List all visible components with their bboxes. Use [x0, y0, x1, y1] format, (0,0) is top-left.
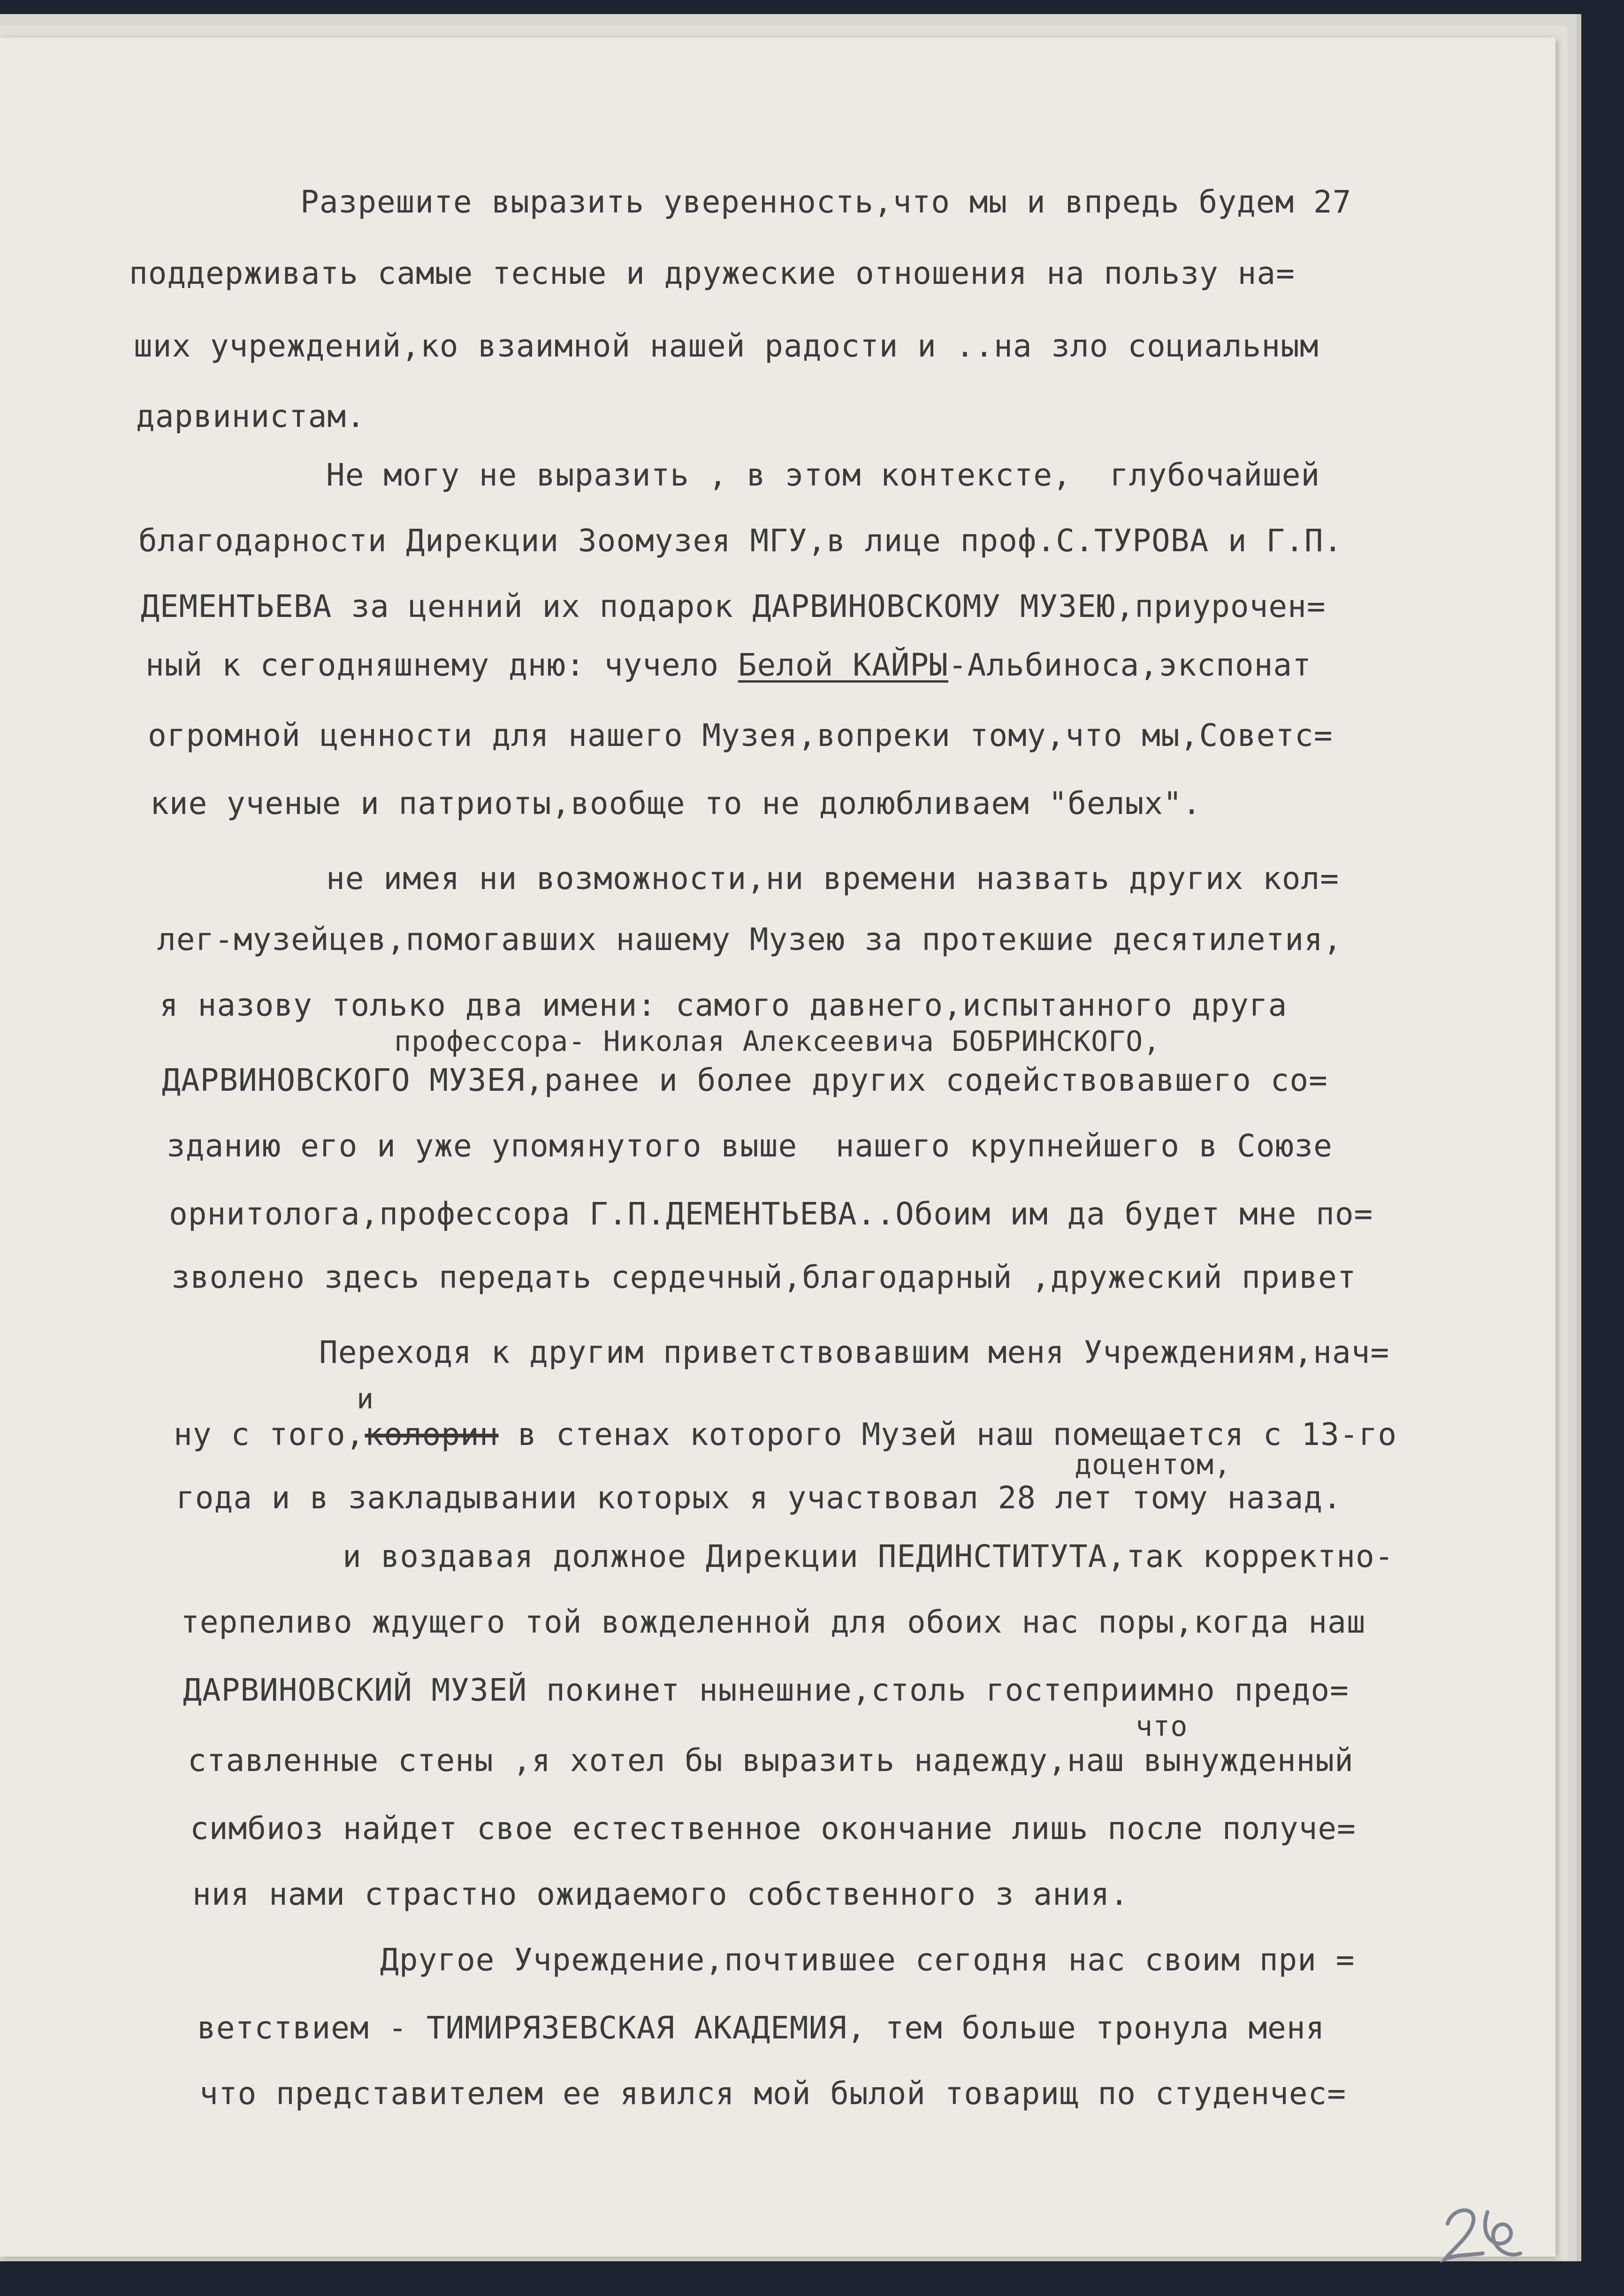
- text-line-8-end: -Альбиноса,экспонат: [948, 647, 1311, 683]
- text-line-29: что представителем ее явился мой былой товарищ по студенчес=: [199, 2076, 1347, 2112]
- text-line-18: Переходя к другим приветствовавшим меня Учреждениям,нач=: [319, 1334, 1390, 1370]
- text-line-19: [174, 1416, 1397, 1452]
- text-line-4: дарвинистам.: [136, 398, 366, 434]
- text-line-19-end: в стенах которого Музей наш помещается с 13-го: [498, 1416, 1397, 1452]
- text-line-28: ветствием - ТИМИРЯЗЕВСКАЯ АКАДЕМИЯ, тем больше тронула меня: [197, 2010, 1325, 2046]
- text-line-19-start: ну с того,: [174, 1416, 365, 1452]
- text-line-15: зданию его и уже упомянутого выше нашего крупнейшего в Союзе: [167, 1128, 1333, 1164]
- inserted-word-chto: что: [1136, 1710, 1188, 1743]
- text-line-20: года и в закладывании которых я участвовал 28 лет тому назад.: [176, 1480, 1342, 1516]
- text-line-22: терпеливо ждущего той вожделенной для обоих нас поры,когда наш: [181, 1604, 1366, 1640]
- text-line-14: ДАРВИНОВСКОГО МУЗЕЯ,ранее и более других содействовавшего со=: [162, 1062, 1328, 1098]
- struck-out-word: колорин: [365, 1416, 499, 1452]
- text-line-2: поддерживать самые тесные и дружеские отношения на пользу на=: [129, 255, 1295, 291]
- inserted-word-docent: доцентом,: [1075, 1448, 1232, 1481]
- text-line-9: огромной ценности для нашего Музея,вопреки тому,что мы,Советс=: [148, 717, 1333, 753]
- inserted-line-professor: профессора- Николая Алексеевича БОБРИНСКОГО,: [394, 1025, 1161, 1058]
- handwritten-page-number: [1438, 2198, 1527, 2268]
- underlined-bird-name: Белой КАЙРЫ: [738, 647, 948, 683]
- text-line-26: ния нами страстно ожидаемого собственного з ания.: [192, 1876, 1129, 1912]
- text-line-17: зволено здесь передать сердечный,благодарный ,дружеский привет: [171, 1259, 1357, 1295]
- typed-page: [0, 38, 1555, 2257]
- text-line-24: ставленные стены ,я хотел бы выразить надежду,наш вынужденный: [188, 1742, 1354, 1779]
- text-line-16: орнитолога,профессора Г.П.ДЕМЕНТЬЕВА..Обоим им да будет мне по=: [169, 1196, 1373, 1232]
- text-line-10: кие ученые и патриоты,вообще то не долюбливаем "белых".: [150, 785, 1202, 821]
- text-line-5: Не могу не выразить , в этом контексте, глубочайшей: [326, 457, 1320, 493]
- text-line-3: ших учреждений,ко взаимной нашей радости и ..на зло социальным: [134, 328, 1319, 364]
- text-line-6: благодарности Дирекции Зоомузея МГУ,в лице проф.С.ТУРОВА и Г.П.: [138, 523, 1343, 559]
- text-line-23: ДАРВИНОВСКИЙ МУЗЕЙ покинет нынешние,столь гостеприимно предо=: [183, 1672, 1349, 1708]
- text-line-12: лег-музейцев,помогавших нашему Музею за протекшие десятилетия,: [157, 921, 1342, 958]
- text-line-13: я назову только два имени: самого давнего,испытанного друга: [160, 987, 1288, 1023]
- text-line-1: Разрешите выразить уверенность,что мы и впредь будем 27: [300, 184, 1352, 220]
- text-line-8-start: ный к сегодняшнему дню: чучело: [145, 647, 738, 683]
- text-line-25: симбиоз найдет свое естественное окончание лишь после получе=: [190, 1810, 1356, 1847]
- inserted-letter-i: и: [357, 1383, 374, 1415]
- text-line-7: ДЕМЕНТЬЕВА за ценний их подарок ДАРВИНОВСКОМУ МУЗЕЮ,приурочен=: [141, 588, 1326, 624]
- text-line-11: не имея ни возможности,ни времени назвать других кол=: [326, 860, 1339, 897]
- text-line-27: Другое Учреждение,почтившее сегодня нас своим при =: [380, 1942, 1355, 1978]
- text-line-8: [145, 647, 1311, 683]
- text-line-21: и воздавая должное Дирекции ПЕДИНСТИТУТА,так корректно-: [343, 1538, 1394, 1574]
